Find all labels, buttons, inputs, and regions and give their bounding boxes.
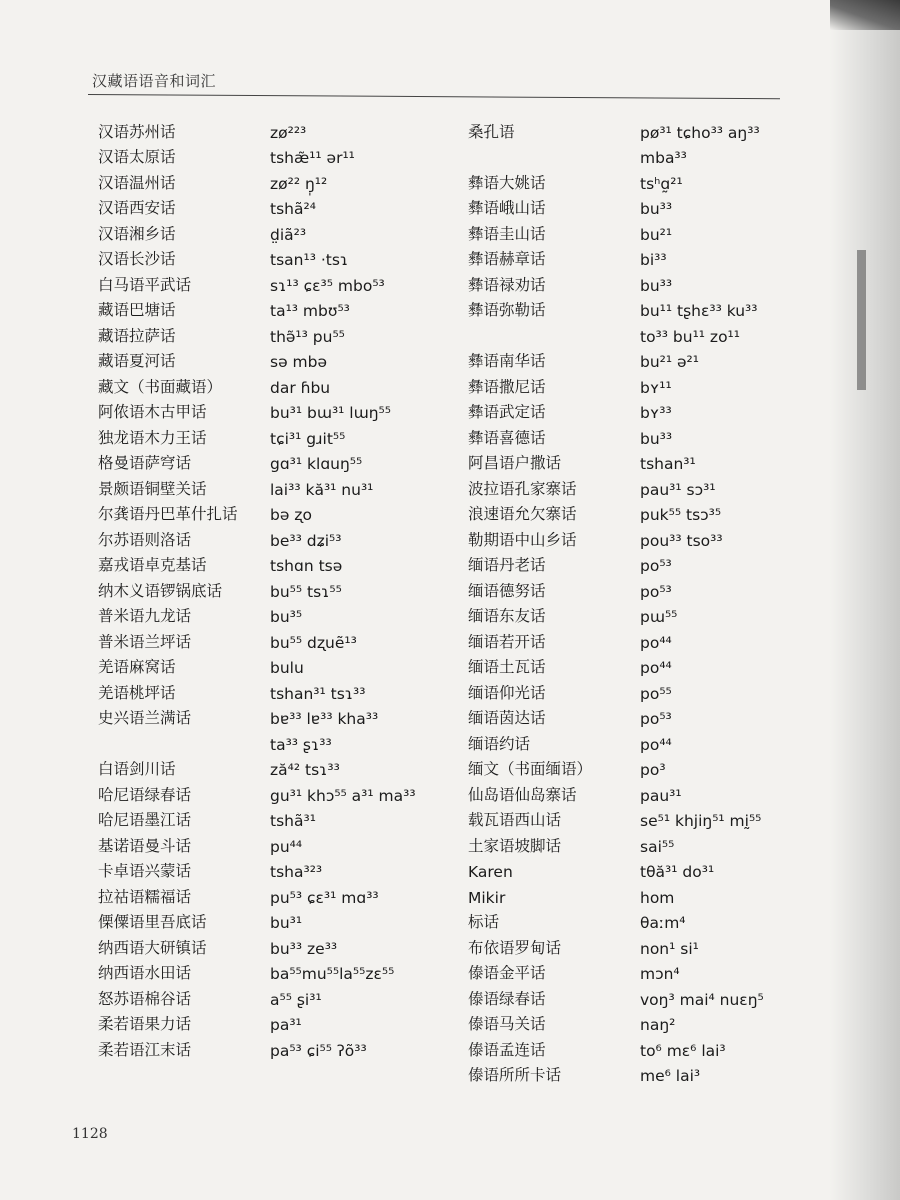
glossary-row (98, 677, 470, 703)
word-form: po⁵⁵ (640, 684, 672, 703)
word-form: mɔn⁴ (640, 965, 680, 983)
language-name: 傣语马关话 (468, 1015, 546, 1033)
word-form: po⁵³ (640, 710, 672, 728)
word-form: bu¹¹ tʂhɛ³³ ku³³ (640, 302, 758, 320)
word-form: mba³³ (640, 149, 687, 167)
language-name: 尔龚语丹巴革什扎话 (98, 505, 238, 523)
glossary-row (98, 652, 470, 678)
word-form: bi³³ (640, 251, 667, 269)
word-form: bu³¹ (270, 914, 303, 932)
language-name: 载瓦语西山话 (468, 811, 562, 829)
word-form: me⁶ lai³ (640, 1067, 701, 1085)
language-name: 阿侬语木古甲话 (98, 403, 207, 421)
word-form: dar ɦbu (270, 378, 331, 397)
word-form: hom (640, 888, 675, 907)
glossary-row (98, 295, 470, 321)
word-form: tshã²⁴ (270, 200, 316, 218)
language-name: 汉语苏州话 (98, 122, 176, 141)
word-form: se⁵¹ khjiŋ⁵¹ mḭ⁵⁵ (640, 812, 762, 830)
glossary-row (468, 728, 790, 754)
language-name: 彝语大姚话 (468, 173, 546, 192)
word-form: non¹ si¹ (640, 939, 699, 958)
language-name: 怒苏语棉谷话 (98, 989, 192, 1008)
word-form: pa³¹ (270, 1016, 302, 1034)
word-form: tsʰɑ̰²¹ (640, 174, 683, 193)
page-number: 1128 (72, 1126, 108, 1142)
language-name: Mikir (468, 888, 506, 907)
word-form: sə mbə (270, 353, 328, 371)
left-column (98, 116, 470, 1060)
language-name: 汉语太原话 (98, 148, 176, 166)
language-name: 彝语武定话 (468, 403, 546, 421)
language-name: 羌语桃坪话 (98, 683, 176, 702)
word-form: gɑ³¹ klɑuŋ⁵⁵ (270, 455, 363, 473)
language-name: 缅语若开话 (468, 632, 546, 651)
glossary-row (468, 881, 790, 907)
glossary-row (98, 1009, 470, 1035)
language-name: 藏文（书面藏语） (98, 377, 223, 396)
glossary-row (468, 218, 790, 244)
glossary-row (98, 346, 470, 372)
glossary-row (468, 473, 790, 499)
language-name: 藏语拉萨话 (98, 326, 176, 345)
word-form: θaːm⁴ (640, 914, 686, 932)
glossary-row (468, 320, 790, 346)
language-name: 柔若语江末话 (98, 1040, 192, 1059)
glossary-row (468, 626, 790, 652)
page-edge-shadow (830, 0, 900, 1200)
word-form: ta¹³ mbʊ⁵³ (270, 302, 350, 320)
language-name: 柔若语果力话 (98, 1015, 192, 1033)
language-name: 独龙语木力王话 (98, 428, 207, 447)
page-edge-tab (857, 250, 866, 390)
language-name: 波拉语孔家寨话 (468, 479, 577, 498)
language-name: 缅语土瓦话 (468, 658, 546, 676)
language-name: 彝语赫章话 (468, 250, 546, 268)
header-rule (88, 94, 780, 99)
glossary-row (98, 983, 470, 1009)
language-name: 拉祜语糯福话 (98, 887, 192, 906)
word-form: po⁵³ (640, 557, 672, 575)
glossary-row (468, 601, 790, 627)
glossary-row (98, 448, 470, 474)
word-form: po⁴⁴ (640, 633, 672, 652)
glossary-row (98, 601, 470, 627)
language-name: 仙岛语仙岛寨话 (468, 785, 577, 804)
language-name: 傣语金平话 (468, 964, 546, 982)
language-name: Karen (468, 863, 513, 881)
glossary-row (468, 575, 790, 601)
language-name: 普米语兰坪话 (98, 632, 192, 651)
word-form: pou³³ tso³³ (640, 531, 723, 550)
glossary-row (468, 346, 790, 372)
word-form: ba⁵⁵mu⁵⁵la⁵⁵zɛ⁵⁵ (270, 965, 395, 983)
language-name: 缅语茵达话 (468, 709, 546, 727)
language-name: 傈僳语里吾底话 (98, 913, 207, 931)
language-name: 缅文（书面缅语） (468, 760, 593, 778)
language-name: 缅语东友话 (468, 607, 546, 625)
word-form: zø²²³ (270, 123, 307, 142)
language-name: 傣语孟连话 (468, 1040, 546, 1059)
glossary-row (468, 932, 790, 958)
glossary-row (468, 193, 790, 219)
word-form: voŋ³ mai⁴ nuɛŋ⁵ (640, 990, 764, 1009)
word-form: tθă³¹ do³¹ (640, 863, 715, 881)
glossary-row (98, 1034, 470, 1060)
glossary-row (468, 550, 790, 576)
language-name: 缅语德努话 (468, 581, 546, 600)
glossary-row (98, 881, 470, 907)
word-form: pɯ⁵⁵ (640, 608, 678, 626)
glossary-row (98, 805, 470, 831)
word-form: bʏ³³ (640, 404, 672, 422)
glossary-row (468, 244, 790, 270)
word-form: puk⁵⁵ tsɔ³⁵ (640, 506, 722, 524)
glossary-row (98, 779, 470, 805)
word-form: tshã³¹ (270, 812, 316, 830)
language-name: 土家语坡脚话 (468, 836, 562, 855)
language-name: 卡卓语兴蒙话 (98, 862, 192, 880)
glossary-row (98, 626, 470, 652)
word-form: tshan³¹ (640, 455, 696, 473)
word-form: pu⁴⁴ (270, 837, 303, 856)
word-form: bu³³ ze³³ (270, 939, 338, 958)
word-form: tshan³¹ tsɿ³³ (270, 684, 366, 703)
word-form: pa⁵³ ɕi⁵⁵ ʔõ³³ (270, 1041, 367, 1060)
glossary-row (468, 703, 790, 729)
glossary-row (468, 754, 790, 780)
language-name: 尔苏语则洛话 (98, 530, 192, 549)
word-form: bu³³ (640, 276, 673, 295)
language-name: 史兴语兰满话 (98, 709, 192, 727)
language-name: 白马语平武话 (98, 275, 192, 294)
language-name: 缅语丹老话 (468, 556, 546, 574)
word-form: bulu (270, 659, 304, 677)
word-form: bu³¹ bɯ³¹ lɯŋ⁵⁵ (270, 404, 391, 422)
language-name: 汉语温州话 (98, 173, 176, 192)
glossary-row (98, 830, 470, 856)
language-name: 勒期语中山乡话 (468, 530, 577, 549)
glossary-row (468, 167, 790, 193)
word-form: to⁶ mɛ⁶ lai³ (640, 1041, 726, 1060)
glossary-row (468, 958, 790, 984)
word-form: lai³³ kă³¹ nu³¹ (270, 480, 374, 499)
glossary-row (468, 1034, 790, 1060)
glossary-row (98, 728, 470, 754)
language-name: 汉语西安话 (98, 199, 176, 217)
word-form: po⁴⁴ (640, 659, 672, 677)
word-form: pau³¹ (640, 786, 682, 805)
glossary-row (468, 856, 790, 882)
glossary-row (98, 244, 470, 270)
glossary-row (98, 856, 470, 882)
glossary-row (468, 677, 790, 703)
language-name: 羌语麻窝话 (98, 658, 176, 676)
glossary-row (98, 371, 470, 397)
word-form: pu⁵³ ɕɛ³¹ mɑ³³ (270, 888, 379, 907)
glossary-row (98, 193, 470, 219)
glossary-row (98, 754, 470, 780)
glossary-row (468, 830, 790, 856)
glossary-row (98, 269, 470, 295)
language-name: 哈尼语墨江话 (98, 811, 192, 829)
word-form: bu⁵⁵ dʐuẽ¹³ (270, 633, 357, 652)
word-form: to³³ bu¹¹ zo¹¹ (640, 327, 740, 346)
word-form: po⁵³ (640, 582, 672, 601)
glossary-row (468, 295, 790, 321)
glossary-row (468, 983, 790, 1009)
glossary-row (98, 550, 470, 576)
glossary-row (98, 958, 470, 984)
word-form: po⁴⁴ (640, 735, 672, 754)
language-name: 嘉戎语卓克基话 (98, 556, 207, 574)
word-form: ză⁴² tsɿ³³ (270, 761, 340, 779)
glossary-row (98, 524, 470, 550)
language-name: 傣语所所卡话 (468, 1066, 562, 1084)
language-name: 彝语南华话 (468, 352, 546, 370)
language-name: 藏语夏河话 (98, 352, 176, 370)
language-name: 浪速语允欠寨话 (468, 505, 577, 523)
glossary-row (468, 652, 790, 678)
glossary-row (98, 703, 470, 729)
word-form: pø³¹ tɕho³³ aŋ³³ (640, 123, 760, 142)
glossary-row (468, 371, 790, 397)
word-form: be³³ dʑi⁵³ (270, 531, 342, 550)
glossary-row (98, 116, 470, 142)
language-name: 格曼语萨穹话 (98, 454, 192, 472)
language-name: 汉语长沙话 (98, 250, 176, 268)
word-form: bu³³ (640, 429, 673, 448)
language-name: 彝语禄劝话 (468, 275, 546, 294)
word-form: tsha³²³ (270, 863, 323, 881)
language-name: 彝语喜德话 (468, 428, 546, 447)
running-head: 汉藏语语音和词汇 (92, 72, 217, 90)
language-name: 傣语绿春话 (468, 989, 546, 1008)
word-form: gu³¹ khɔ⁵⁵ a³¹ ma³³ (270, 786, 416, 805)
glossary-row (468, 142, 790, 168)
word-form: po³ (640, 761, 666, 779)
language-name: 纳木义语锣锅底话 (98, 581, 223, 600)
glossary-row (468, 397, 790, 423)
language-name: 缅语约话 (468, 734, 531, 753)
word-form: bʏ¹¹ (640, 378, 672, 397)
word-form: zø²² ŋ̩¹² (270, 174, 328, 193)
word-form: tsan¹³ ·tsɿ (270, 251, 349, 269)
language-name: 普米语九龙话 (98, 607, 192, 625)
language-name: 哈尼语绿春话 (98, 785, 192, 804)
language-name: 彝语圭山话 (468, 224, 546, 243)
language-name: 纳西语大研镇话 (98, 938, 207, 957)
glossary-row (98, 167, 470, 193)
word-form: sɿ¹³ ɕɛ³⁵ mbo⁵³ (270, 276, 385, 295)
glossary-row (468, 1060, 790, 1086)
glossary-row (98, 499, 470, 525)
word-form: bu³³ (640, 200, 673, 218)
language-name: 基诺语曼斗话 (98, 836, 192, 855)
glossary-row (468, 422, 790, 448)
glossary-row (98, 422, 470, 448)
word-form: bu²¹ (640, 225, 673, 244)
glossary-row (468, 116, 790, 142)
glossary-row (98, 397, 470, 423)
word-form: naŋ² (640, 1016, 676, 1034)
word-form: bu³⁵ (270, 608, 303, 626)
language-name: 藏语巴塘话 (98, 301, 176, 319)
glossary-row (468, 269, 790, 295)
glossary-row (468, 1009, 790, 1035)
language-name: 彝语撒尼话 (468, 377, 546, 396)
word-form: bɐ³³ lɐ³³ kha³³ (270, 710, 379, 728)
language-name: 缅语仰光话 (468, 683, 546, 702)
word-form: tshæ̃¹¹ ər¹¹ (270, 149, 355, 167)
word-form: bu⁵⁵ tsɿ⁵⁵ (270, 582, 342, 601)
word-form: pau³¹ sɔ³¹ (640, 480, 716, 499)
glossary-row (98, 473, 470, 499)
page-corner-shadow (830, 0, 900, 30)
word-form: d̤iã²³ (270, 225, 307, 244)
language-name: 阿昌语户撒话 (468, 454, 562, 472)
language-name: 桑孔语 (468, 122, 515, 141)
language-name: 彝语峨山话 (468, 199, 546, 217)
glossary-row (98, 932, 470, 958)
glossary-row (98, 218, 470, 244)
glossary-row (468, 499, 790, 525)
glossary-row (468, 524, 790, 550)
word-form: a⁵⁵ ʂi³¹ (270, 990, 322, 1009)
glossary-row (468, 805, 790, 831)
right-column (468, 116, 790, 1085)
language-name: 纳西语水田话 (98, 964, 192, 982)
language-name: 布依语罗甸话 (468, 938, 562, 957)
language-name: 彝语弥勒话 (468, 301, 546, 319)
word-form: sai⁵⁵ (640, 837, 675, 856)
glossary-row (468, 779, 790, 805)
language-name: 标话 (468, 913, 500, 931)
language-name: 汉语湘乡话 (98, 224, 176, 243)
word-form: tshɑn tsə (270, 557, 343, 575)
glossary-row (468, 907, 790, 933)
glossary-row (98, 320, 470, 346)
word-form: thə̃¹³ pu⁵⁵ (270, 327, 345, 346)
word-form: bu²¹ ə²¹ (640, 353, 699, 371)
language-name: 景颇语铜壁关话 (98, 479, 207, 498)
language-name: 白语剑川话 (98, 760, 176, 778)
word-form: bə ʐo (270, 506, 312, 524)
glossary-row (98, 907, 470, 933)
glossary-row (468, 448, 790, 474)
word-form: ta³³ ʂɿ³³ (270, 735, 332, 754)
glossary-row (98, 142, 470, 168)
word-form: tɕi³¹ gɹit⁵⁵ (270, 429, 346, 448)
glossary-row (98, 575, 470, 601)
